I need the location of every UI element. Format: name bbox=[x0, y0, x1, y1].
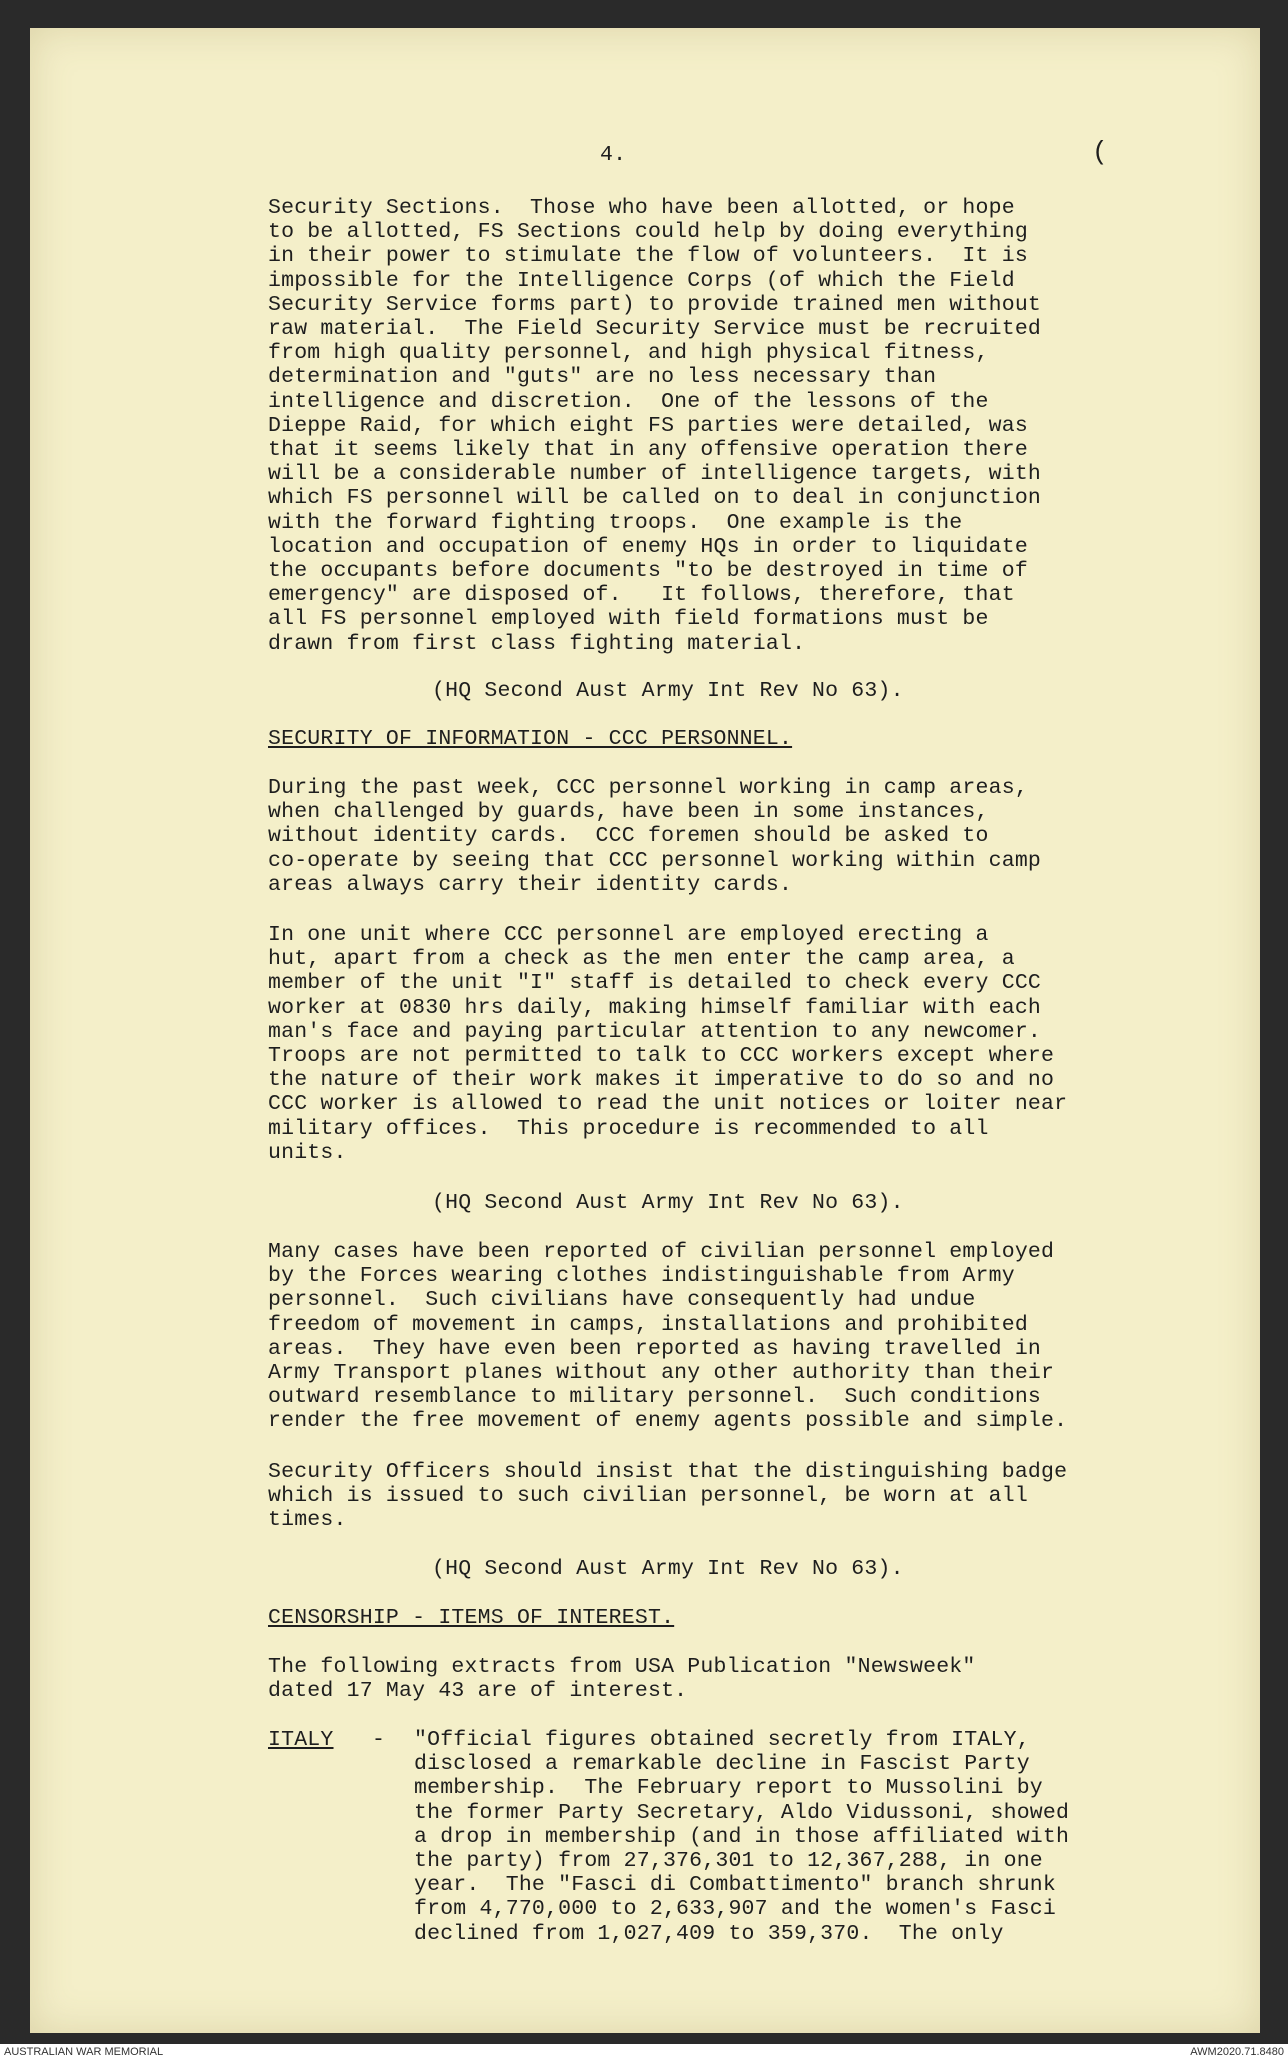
reference-1: (HQ Second Aust Army Int Rev No 63). bbox=[432, 679, 904, 703]
text-line: will be a considerable number of intelligence targets, with bbox=[268, 462, 1042, 487]
paragraph-field-security bbox=[268, 196, 1041, 656]
text-line: Security Officers should insist that the distinguishing badge bbox=[268, 1460, 1068, 1484]
text-line: hut, apart from a check as the men enter the camp area, a bbox=[268, 947, 1015, 972]
text-line: from 4,770,000 to 2,633,907 and the women's Fasci bbox=[414, 1897, 1057, 1922]
text-line: units. bbox=[268, 1140, 347, 1165]
footer-accession: AWM2020.71.8480 bbox=[1190, 2046, 1284, 2058]
text-line: with the forward fighting troops. One example is the bbox=[268, 510, 963, 535]
paragraph-ccc-check bbox=[268, 923, 1067, 1165]
text-line: In one unit where CCC personnel are employed erecting a bbox=[268, 923, 989, 947]
text-line: membership. The February report to Mussolini by bbox=[414, 1776, 1043, 1801]
text-line: which FS personnel will be called on to deal in conjunction bbox=[268, 486, 1042, 511]
text-line: personnel. Such civilians have consequently had undue bbox=[268, 1288, 976, 1313]
text-line: the nature of their work makes it imperative to do so and no bbox=[268, 1068, 1055, 1093]
text-line: when challenged by guards, have been in some instances, bbox=[268, 800, 989, 825]
paragraph-badge bbox=[268, 1460, 1067, 1533]
text-line: Security Sections. Those who have been allotted, or hope bbox=[268, 196, 1015, 220]
text-line: impossible for the Intelligence Corps (of which the Field bbox=[268, 268, 1015, 293]
text-line: all FS personnel employed with field formations must be bbox=[268, 607, 989, 632]
text-line: "Official figures obtained secretly from ITALY, bbox=[414, 1728, 1030, 1752]
text-line: declined from 1,027,409 to 359,370. The only bbox=[414, 1921, 1004, 1946]
heading-censorship: CENSORSHIP - ITEMS OF INTEREST. bbox=[268, 1606, 675, 1630]
paragraph-civilian-clothes bbox=[268, 1240, 1067, 1434]
text-line: Security Service forms part) to provide trained men without bbox=[268, 292, 1042, 317]
text-line: a drop in membership (and in those affiliated with bbox=[414, 1824, 1070, 1849]
text-line: military offices. This procedure is recommended to all bbox=[268, 1116, 989, 1141]
text-line: areas always carry their identity cards. bbox=[268, 872, 793, 897]
text-line: which is issued to such civilian personnel, be worn at all bbox=[268, 1484, 1028, 1509]
text-line: man's face and paying particular attention to any newcomer. bbox=[268, 1019, 1042, 1044]
text-line: the party) from 27,376,301 to 12,367,288, in one bbox=[414, 1849, 1043, 1874]
text-line: render the free movement of enemy agents possible and simple. bbox=[268, 1409, 1068, 1434]
text-line: the occupants before documents "to be destroyed in time of bbox=[268, 559, 1028, 584]
italy-dash: - bbox=[372, 1728, 386, 1752]
text-line: dated 17 May 43 are of interest. bbox=[268, 1679, 688, 1704]
page-number: 4. bbox=[600, 143, 627, 167]
text-line: from high quality personnel, and high physical fitness, bbox=[268, 341, 989, 366]
paragraph-ccc-identity bbox=[268, 776, 1041, 897]
text-line: by the Forces wearing clothes indistinguishable from Army bbox=[268, 1264, 1015, 1289]
text-line: member of the unit "I" staff is detailed to check every CCC bbox=[268, 971, 1042, 996]
text-line: emergency" are disposed of. It follows, therefore, that bbox=[268, 583, 1015, 608]
italy-label: ITALY bbox=[268, 1728, 334, 1752]
text-line: The following extracts from USA Publication "Newsweek" bbox=[268, 1655, 976, 1679]
text-line: worker at 0830 hrs daily, making himself familiar with each bbox=[268, 995, 1042, 1020]
text-line: that it seems likely that in any offensive operation there bbox=[268, 438, 1028, 463]
text-line: without identity cards. CCC foremen should be asked to bbox=[268, 824, 989, 849]
paragraph-newsweek bbox=[268, 1655, 976, 1703]
text-line: Troops are not permitted to talk to CCC workers except where bbox=[268, 1044, 1055, 1069]
text-line: co-operate by seeing that CCC personnel working within camp bbox=[268, 848, 1042, 873]
corner-mark: ( bbox=[1092, 137, 1108, 167]
text-line: drawn from first class fighting material. bbox=[268, 631, 806, 656]
footer-bar bbox=[0, 2044, 1288, 2061]
text-line: areas. They have even been reported as having travelled in bbox=[268, 1336, 1042, 1361]
footer-source: AUSTRALIAN WAR MEMORIAL bbox=[4, 2046, 164, 2058]
text-line: in their power to stimulate the flow of volunteers. It is bbox=[268, 244, 1028, 269]
text-line: raw material. The Field Security Service must be recruited bbox=[268, 317, 1042, 342]
text-line: year. The "Fasci di Combattimento" branch shrunk bbox=[414, 1873, 1057, 1898]
text-line: disclosed a remarkable decline in Fascist Party bbox=[414, 1752, 1030, 1777]
text-line: location and occupation of enemy HQs in order to liquidate bbox=[268, 534, 1028, 559]
text-line: Army Transport planes without any other authority than their bbox=[268, 1361, 1055, 1386]
italy-extract bbox=[414, 1728, 1069, 1946]
text-line: During the past week, CCC personnel working in camp areas, bbox=[268, 776, 1028, 800]
text-line: determination and "guts" are no less necessary than bbox=[268, 365, 937, 390]
text-line: to be allotted, FS Sections could help by doing everything bbox=[268, 220, 1028, 245]
text-line: Dieppe Raid, for which eight FS parties were detailed, was bbox=[268, 413, 1028, 438]
text-line: outward resemblance to military personnel. Such conditions bbox=[268, 1385, 1042, 1410]
text-line: intelligence and discretion. One of the lessons of the bbox=[268, 389, 989, 414]
text-line: the former Party Secretary, Aldo Vidussoni, showed bbox=[414, 1800, 1070, 1825]
text-line: times. bbox=[268, 1508, 347, 1533]
reference-2: (HQ Second Aust Army Int Rev No 63). bbox=[432, 1191, 904, 1215]
heading-security-of-information: SECURITY OF INFORMATION - CCC PERSONNEL. bbox=[268, 727, 793, 751]
text-line: CCC worker is allowed to read the unit notices or loiter near bbox=[268, 1092, 1068, 1117]
text-line: freedom of movement in camps, installations and prohibited bbox=[268, 1312, 1028, 1337]
text-line: Many cases have been reported of civilian personnel employed bbox=[268, 1240, 1055, 1264]
reference-3: (HQ Second Aust Army Int Rev No 63). bbox=[432, 1557, 904, 1581]
